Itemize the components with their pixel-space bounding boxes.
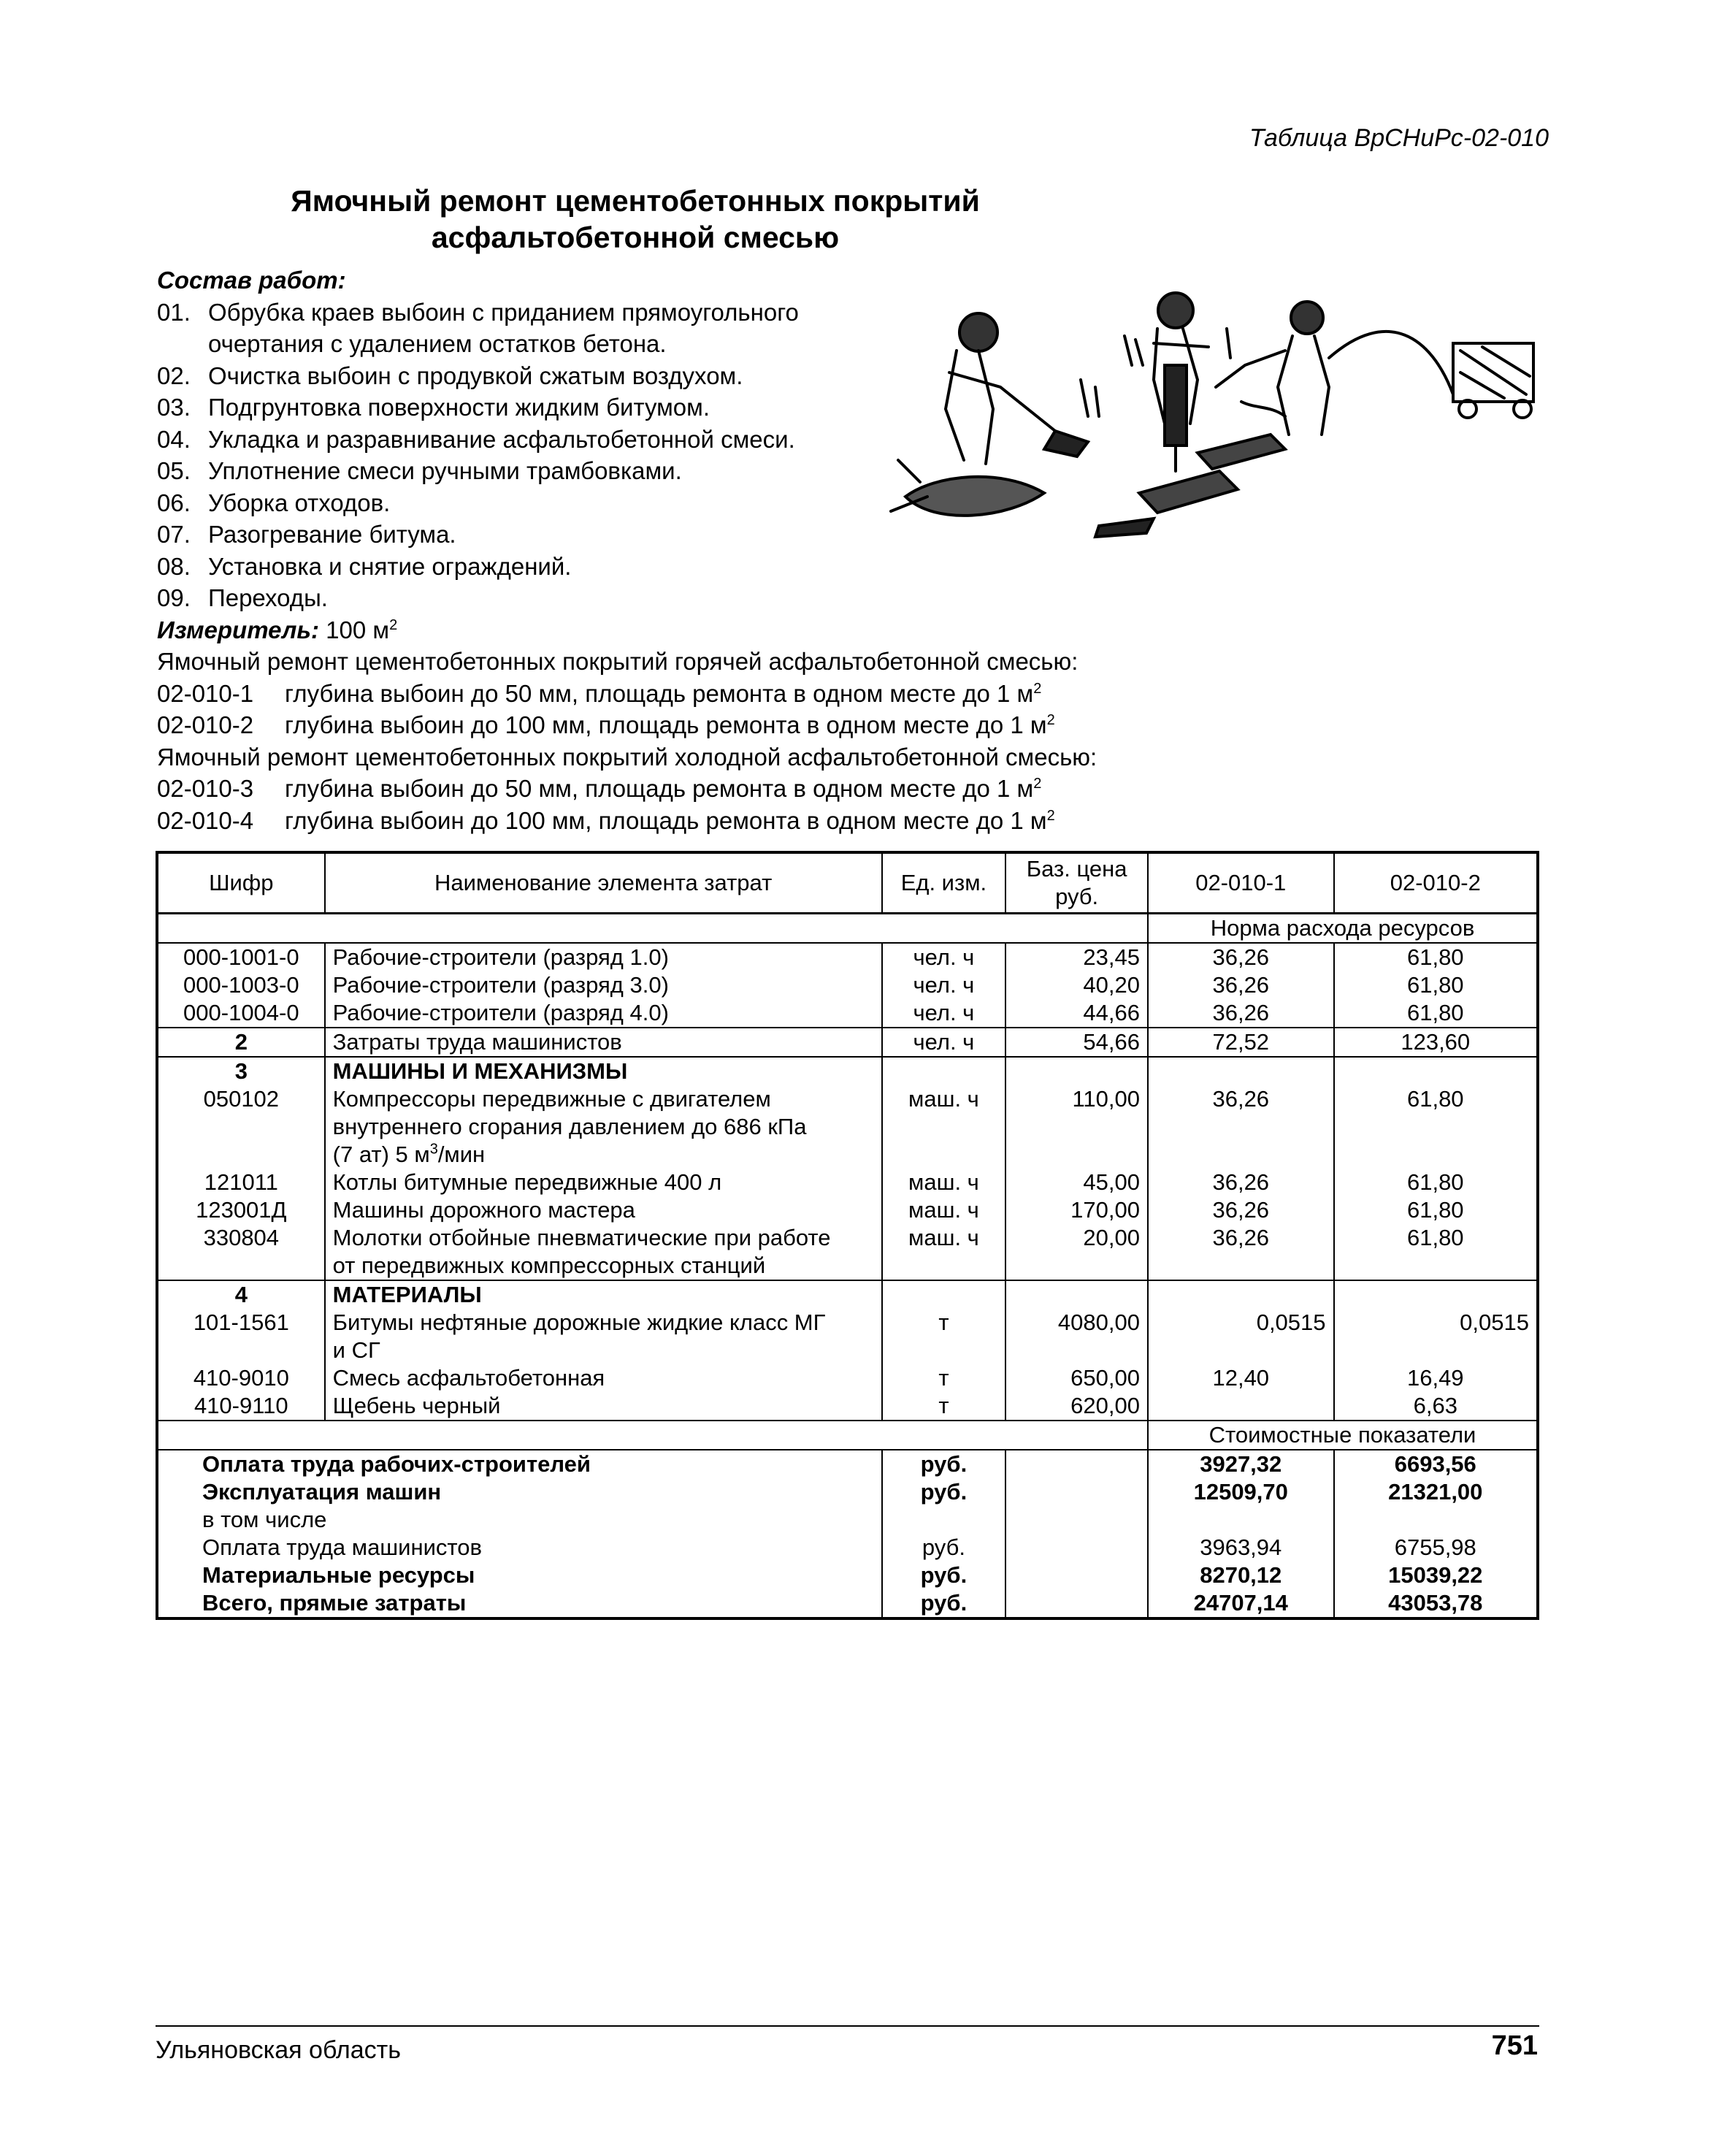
cost-label: Стоимостные показатели: [1148, 1421, 1538, 1450]
cost-row: [157, 1589, 1538, 1618]
cell-price: 44,66: [1005, 999, 1148, 1028]
cell-name: Рабочие-строители (разряд 3.0): [325, 971, 882, 999]
empty-cell: [1005, 1534, 1148, 1561]
empty-cell: [1005, 1506, 1148, 1534]
footer-rule: [156, 2025, 1539, 2027]
empty-cell: [1005, 1450, 1148, 1478]
cell-code: 123001Д: [157, 1196, 325, 1224]
norm-header-row: [157, 914, 1538, 944]
cell-v1: 72,52: [1148, 1028, 1334, 1057]
hot-intro: Ямочный ремонт цементобетонных покрытий горячей асфальтобетонной смесью:: [157, 648, 1079, 675]
cell-v2: 61,80: [1334, 1196, 1538, 1224]
cell-unit: чел. ч: [882, 999, 1006, 1028]
cell-unit: маш. ч: [882, 1196, 1006, 1224]
section-name: МАТЕРИАЛЫ: [325, 1280, 882, 1309]
cell-name: Смесь асфальтобетонная: [325, 1364, 882, 1392]
code-text: [285, 678, 1041, 710]
norm-label: Норма расхода ресурсов: [1148, 914, 1538, 944]
name-tail: /мин: [437, 1142, 486, 1167]
cost-unit: [882, 1506, 1006, 1534]
item-num: 04.: [157, 425, 191, 453]
section-code: 3: [157, 1057, 325, 1085]
resource-table: [156, 851, 1539, 1620]
cell-price: 20,00: [1005, 1224, 1148, 1280]
cost-v1: 8270,12: [1148, 1561, 1334, 1589]
cost-v1: 3927,32: [1148, 1450, 1334, 1478]
cell-code: 000-1004-0: [157, 999, 325, 1028]
header-v2: 02-010-2: [1334, 852, 1538, 914]
code-text-main: глубина выбоин до 100 мм, площадь ремонта в одном месте до 1 м: [285, 806, 1047, 834]
cell-name: [325, 1085, 882, 1169]
cost-unit: руб.: [882, 1450, 1006, 1478]
code: 02-010-4: [157, 806, 254, 834]
table-row: [157, 1169, 1538, 1196]
cell-v1: 0,0515: [1148, 1309, 1334, 1364]
empty-cell: [1005, 1478, 1148, 1506]
cost-v1: [1148, 1506, 1334, 1534]
measure-line: [157, 614, 1544, 646]
section-code: 4: [157, 1280, 325, 1309]
empty-cell: [1148, 1057, 1334, 1085]
name-sup: 3: [429, 1141, 438, 1158]
title-line-2: асфальтобетонной смесью: [431, 221, 840, 254]
cell-v2: 61,80: [1334, 1224, 1538, 1280]
name-line: и СГ: [332, 1337, 380, 1363]
cost-v1: 12509,70: [1148, 1478, 1334, 1506]
cost-v2: 21321,00: [1334, 1478, 1538, 1506]
table-row: [157, 1224, 1538, 1280]
cell-v1: 36,26: [1148, 1196, 1334, 1224]
cell-price: 650,00: [1005, 1364, 1148, 1392]
code: 02-010-3: [157, 775, 254, 802]
cost-unit: руб.: [882, 1561, 1006, 1589]
empty-cell: [1334, 1280, 1538, 1309]
name-line: внутреннего сгорания давлением до 686 кПа: [332, 1114, 807, 1139]
cost-v2: 15039,22: [1334, 1561, 1538, 1589]
item-num: 01.: [157, 298, 191, 326]
cell-v1: 36,26: [1148, 1085, 1334, 1169]
measure-label: Измеритель:: [157, 616, 319, 643]
name-line: Компрессоры передвижные с двигателем: [332, 1086, 771, 1112]
cell-name: Машины дорожного мастера: [325, 1196, 882, 1224]
item-text: Переходы.: [208, 584, 328, 611]
cost-v2: 6755,98: [1334, 1534, 1538, 1561]
code-line: [157, 709, 1544, 741]
item-text: Очистка выбоин с продувкой сжатым воздухом.: [208, 362, 743, 389]
cost-row: [157, 1450, 1538, 1478]
code-sup: 2: [1033, 776, 1042, 792]
body-text: [157, 264, 1544, 836]
cell-name: [325, 1224, 882, 1280]
cell-unit: чел. ч: [882, 1028, 1006, 1057]
section-name: МАШИНЫ И МЕХАНИЗМЫ: [325, 1057, 882, 1085]
list-item: [157, 519, 887, 551]
cost-unit: руб.: [882, 1589, 1006, 1618]
page-number: 751: [1491, 2030, 1538, 2061]
list-item: [157, 297, 887, 360]
cell-unit: маш. ч: [882, 1224, 1006, 1280]
cell-v2: 61,80: [1334, 1169, 1538, 1196]
name-line: Битумы нефтяные дорожные жидкие класс МГ: [332, 1310, 826, 1335]
list-item: [157, 582, 887, 614]
list-item: [157, 391, 887, 424]
cost-row: [157, 1478, 1538, 1506]
code-sup: 2: [1046, 807, 1055, 824]
cell-price: 40,20: [1005, 971, 1148, 999]
section-row: [157, 1280, 1538, 1309]
cost-name: Всего, прямые затраты: [157, 1589, 882, 1618]
section-row: [157, 1057, 1538, 1085]
code-text-main: глубина выбоин до 50 мм, площадь ремонта в одном месте до 1 м: [285, 775, 1034, 802]
cell-v2: 61,80: [1334, 999, 1538, 1028]
item-num: 05.: [157, 457, 191, 484]
code-line: [157, 678, 1544, 710]
cell-price: 45,00: [1005, 1169, 1148, 1196]
table-row: [157, 999, 1538, 1028]
cell-v2: 61,80: [1334, 971, 1538, 999]
cell-v2: 61,80: [1334, 1085, 1538, 1169]
measure-value: 100 м: [326, 616, 390, 643]
table-row: [157, 1392, 1538, 1421]
table-row: [157, 971, 1538, 999]
item-text: Уплотнение смеси ручными трамбовками.: [208, 457, 682, 484]
list-item: [157, 551, 887, 583]
empty-cell: [157, 914, 1148, 944]
cell-price: 170,00: [1005, 1196, 1148, 1224]
item-num: 03.: [157, 394, 191, 421]
work-list: [157, 297, 887, 614]
cell-v1: [1148, 1392, 1334, 1421]
list-item: [157, 424, 887, 456]
code-line: [157, 773, 1544, 805]
table-row: [157, 1085, 1538, 1169]
cost-unit: руб.: [882, 1534, 1006, 1561]
cell-code: 121011: [157, 1169, 325, 1196]
cell-price: 4080,00: [1005, 1309, 1148, 1364]
cost-v2: 43053,78: [1334, 1589, 1538, 1618]
cell-unit: чел. ч: [882, 943, 1006, 971]
table-row: [157, 1196, 1538, 1224]
cell-unit: маш. ч: [882, 1085, 1006, 1169]
cell-v1: 36,26: [1148, 1224, 1334, 1280]
header-price: Баз. цена руб.: [1005, 852, 1148, 914]
item-text-line1: Обрубка краев выбоин с приданием прямоугольного: [208, 298, 799, 326]
code-text-main: глубина выбоин до 100 мм, площадь ремонта в одном месте до 1 м: [285, 711, 1047, 738]
table-row: [157, 1364, 1538, 1392]
header-code: Шифр: [157, 852, 325, 914]
item-text: Уборка отходов.: [208, 489, 391, 516]
item-text: [208, 297, 887, 360]
cost-v2: 6693,56: [1334, 1450, 1538, 1478]
cell-v1: 36,26: [1148, 971, 1334, 999]
cell-code: 410-9010: [157, 1364, 325, 1392]
cell-code: 050102: [157, 1085, 325, 1169]
cost-row: [157, 1561, 1538, 1589]
item-text: Подгрунтовка поверхности жидким битумом.: [208, 394, 710, 421]
item-num: 08.: [157, 552, 191, 580]
code-sup: 2: [1046, 712, 1055, 728]
cell-name: [325, 1309, 882, 1364]
list-item: [157, 455, 887, 487]
cell-v2: 6,63: [1334, 1392, 1538, 1421]
table-header-row: [157, 852, 1538, 914]
empty-cell: [882, 1280, 1006, 1309]
cell-name: Затраты труда машинистов: [325, 1028, 882, 1057]
cell-v1: 36,26: [1148, 943, 1334, 971]
cell-code: 101-1561: [157, 1309, 325, 1364]
cell-price: 23,45: [1005, 943, 1148, 971]
cell-v2: 123,60: [1334, 1028, 1538, 1057]
cell-price: 110,00: [1005, 1085, 1148, 1169]
cost-row: [157, 1506, 1538, 1534]
cell-code: 000-1003-0: [157, 971, 325, 999]
cold-intro: Ямочный ремонт цементобетонных покрытий холодной асфальтобетонной смесью:: [157, 743, 1097, 771]
cost-name: Материальные ресурсы: [157, 1561, 882, 1589]
code-text-main: глубина выбоин до 50 мм, площадь ремонта в одном месте до 1 м: [285, 679, 1034, 707]
code-sup: 2: [1033, 680, 1042, 697]
item-num: 09.: [157, 584, 191, 611]
code: 02-010-1: [157, 679, 254, 707]
empty-cell: [1005, 1057, 1148, 1085]
cell-code: 330804: [157, 1224, 325, 1280]
cell-code: 2: [157, 1028, 325, 1057]
cost-header-row: [157, 1421, 1538, 1450]
name-line: от передвижных компрессорных станций: [332, 1253, 766, 1278]
cell-code: 410-9110: [157, 1392, 325, 1421]
cell-v1: 12,40: [1148, 1364, 1334, 1392]
cell-unit: т: [882, 1309, 1006, 1364]
cell-v2: 16,49: [1334, 1364, 1538, 1392]
cell-unit: чел. ч: [882, 971, 1006, 999]
cost-name: Оплата труда рабочих-строителей: [157, 1450, 882, 1478]
list-item: [157, 360, 887, 392]
cell-unit: маш. ч: [882, 1169, 1006, 1196]
header-name: Наименование элемента затрат: [325, 852, 882, 914]
item-text: Укладка и разравнивание асфальтобетонной смеси.: [208, 425, 795, 453]
cell-v1: 36,26: [1148, 1169, 1334, 1196]
name-line: (7 ат) 5 м: [332, 1142, 430, 1167]
cell-name: Рабочие-строители (разряд 4.0): [325, 999, 882, 1028]
item-text-line2: очертания с удалением остатков бетона.: [208, 330, 667, 357]
cost-unit: руб.: [882, 1478, 1006, 1506]
cell-v2: 0,0515: [1334, 1309, 1538, 1364]
table-row: [157, 1309, 1538, 1364]
cell-name: Щебень черный: [325, 1392, 882, 1421]
item-num: 07.: [157, 521, 191, 548]
item-num: 06.: [157, 489, 191, 516]
composition-label: Состав работ:: [157, 267, 346, 294]
cell-v1: 36,26: [1148, 999, 1334, 1028]
cost-name: Эксплуатация машин: [157, 1478, 882, 1506]
footer-region: Ульяновская область: [156, 2036, 401, 2064]
empty-cell: [1005, 1280, 1148, 1309]
cost-v1: 3963,94: [1148, 1534, 1334, 1561]
measure-sup: 2: [389, 616, 398, 633]
table-id: Таблица ВрСНиРс-02-010: [1249, 124, 1549, 152]
cell-price: 620,00: [1005, 1392, 1148, 1421]
cost-v1: 24707,14: [1148, 1589, 1334, 1618]
empty-cell: [1334, 1057, 1538, 1085]
title-line-1: Ямочный ремонт цементобетонных покрытий: [291, 184, 980, 218]
cost-v2: [1334, 1506, 1538, 1534]
cell-code: 000-1001-0: [157, 943, 325, 971]
table-row: [157, 943, 1538, 971]
code: 02-010-2: [157, 711, 254, 738]
name-line: Молотки отбойные пневматические при работе: [332, 1225, 831, 1250]
cost-name: в том числе: [157, 1506, 882, 1534]
list-item: [157, 487, 887, 519]
header-unit: Ед. изм.: [882, 852, 1006, 914]
item-text: Разогревание битума.: [208, 521, 456, 548]
cell-unit: т: [882, 1364, 1006, 1392]
code-text: [285, 805, 1055, 837]
code-text: [285, 709, 1055, 741]
empty-cell: [1148, 1280, 1334, 1309]
cost-name: Оплата труда машинистов: [157, 1534, 882, 1561]
empty-cell: [1005, 1561, 1148, 1589]
item-text: Установка и снятие ограждений.: [208, 552, 572, 580]
cell-name: Рабочие-строители (разряд 1.0): [325, 943, 882, 971]
item-num: 02.: [157, 362, 191, 389]
empty-cell: [1005, 1589, 1148, 1618]
code-text: [285, 773, 1041, 805]
cell-unit: т: [882, 1392, 1006, 1421]
header-v1: 02-010-1: [1148, 852, 1334, 914]
cell-price: 54,66: [1005, 1028, 1148, 1057]
cell-v2: 61,80: [1334, 943, 1538, 971]
cost-row: [157, 1534, 1538, 1561]
table-row: [157, 1028, 1538, 1057]
empty-cell: [882, 1057, 1006, 1085]
empty-cell: [157, 1421, 1148, 1450]
page-title: [161, 183, 1110, 256]
code-line: [157, 805, 1544, 837]
cell-name: Котлы битумные передвижные 400 л: [325, 1169, 882, 1196]
